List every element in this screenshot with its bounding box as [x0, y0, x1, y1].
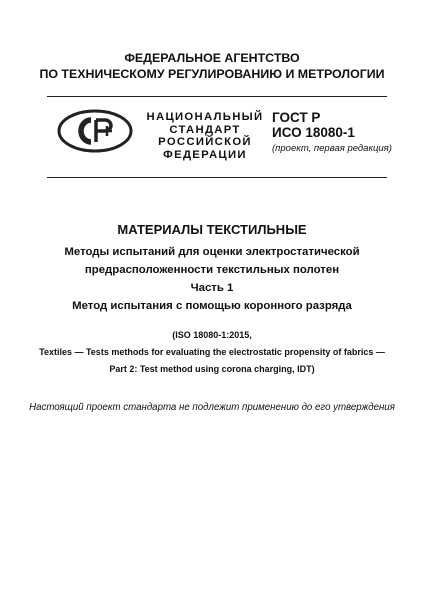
english-title-block — [10, 327, 414, 378]
designation-line-2: ИСО 18080-1 — [272, 125, 355, 140]
english-line-2: Textiles — Tests methods for evaluating the electrostatic propensity of fabrics — — [39, 347, 385, 357]
standard-designation — [272, 110, 355, 140]
document-subtitle — [30, 243, 394, 315]
standard-label-line: НАЦИОНАЛЬНЫЙ — [146, 111, 264, 123]
english-line-3: Part 2: Test method using corona charging, IDT) — [109, 364, 315, 374]
draft-status: (проект, первая редакция) — [272, 143, 392, 154]
english-line-1: (ISO 18080-1:2015, — [172, 330, 252, 340]
agency-line-2: ПО ТЕХНИЧЕСКОМУ РЕГУЛИРОВАНИЮ И МЕТРОЛОГИИ — [39, 67, 385, 81]
bottom-divider — [47, 177, 387, 178]
document-title: МАТЕРИАЛЫ ТЕКСТИЛЬНЫЕ — [117, 222, 307, 237]
designation-line-1: ГОСТ Р — [272, 110, 321, 125]
method-title: Метод испытания с помощью коронного разряда — [72, 300, 352, 312]
part-label: Часть 1 — [190, 282, 234, 294]
standard-label-line: СТАНДАРТ — [169, 123, 241, 136]
subtitle-line-2: предрасположенности текстильных полотен — [84, 264, 340, 276]
agency-name — [0, 50, 424, 82]
top-divider — [47, 96, 387, 97]
standard-label-line: ФЕДЕРАЦИИ — [163, 148, 247, 161]
standard-label-line: РОССИЙСКОЙ — [158, 136, 252, 148]
national-standard-label — [142, 111, 268, 161]
agency-line-1: ФЕДЕРАЛЬНОЕ АГЕНТСТВО — [124, 51, 300, 65]
draft-notice: Настоящий проект стандарта не подлежит применению до его утверждения — [29, 402, 395, 413]
subtitle-line-1: Методы испытаний для оценки электростатической — [64, 246, 360, 258]
gost-r-certification-mark-icon — [56, 108, 134, 154]
